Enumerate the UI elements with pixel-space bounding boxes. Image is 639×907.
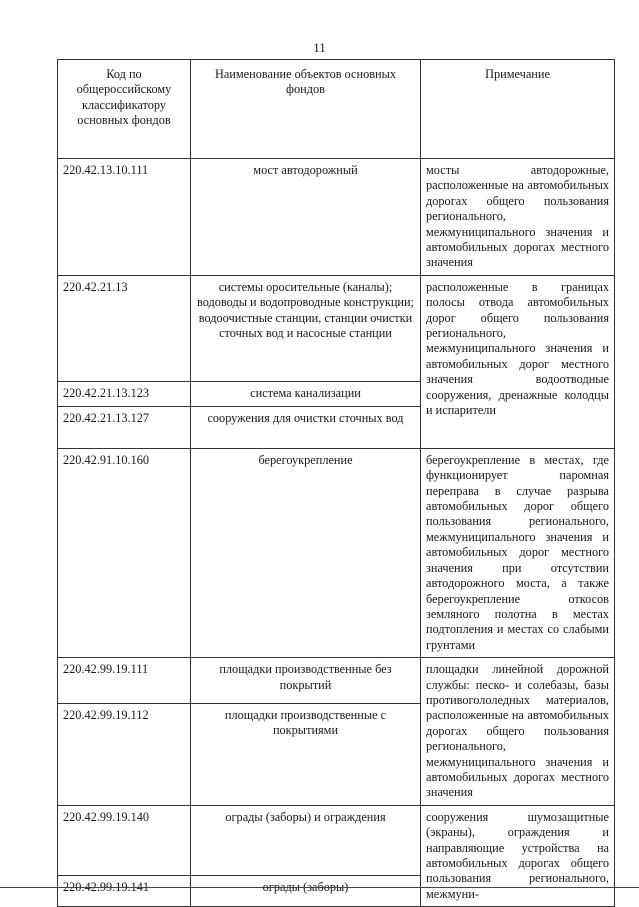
cell-note: мосты автодорожные, расположенные на автомобильных дорогах общего пользования регионального, межмуниципального значения и автомобильных дорогах местного значения xyxy=(421,159,615,276)
table-row xyxy=(58,448,615,657)
cell-name: ограды (заборы) xyxy=(191,876,421,907)
header-note: Примечание xyxy=(421,60,615,159)
cell-code: 220.42.13.10.111 xyxy=(58,159,191,276)
table-row xyxy=(58,805,615,876)
cell-code: 220.42.21.13.127 xyxy=(58,406,191,448)
fixed-assets-table xyxy=(57,59,615,907)
page-number: 11 xyxy=(313,40,326,55)
cell-name: площадки производственные с покрытиями xyxy=(191,703,421,805)
table-header-row xyxy=(58,60,615,159)
header-name: Наименование объектов основных фондов xyxy=(191,60,421,159)
cell-name: системы оросительные (каналы); водоводы и водопроводные конструкции; водоочистные станции, станции очистки сточных вод и насосные станции xyxy=(191,275,421,381)
cell-code: 220.42.21.13.123 xyxy=(58,381,191,406)
cell-name: сооружения для очистки сточных вод xyxy=(191,406,421,448)
header-code: Код по общероссийскому классификатору основных фондов xyxy=(58,60,191,159)
page-bottom-rule xyxy=(0,887,639,888)
table-row xyxy=(58,658,615,704)
table-row xyxy=(58,275,615,381)
cell-name: система канализации xyxy=(191,381,421,406)
cell-name: берегоукрепление xyxy=(191,448,421,657)
cell-code: 220.42.99.19.141 xyxy=(58,876,191,907)
cell-code: 220.42.21.13 xyxy=(58,275,191,381)
cell-name: мост автодорожный xyxy=(191,159,421,276)
cell-name: площадки производственные без покрытий xyxy=(191,658,421,704)
cell-note: площадки линейной дорожной службы: песко- и солебазы, базы противогололедных материалов, расположенные на автомобильных дорогах общего пользования регионального, межмуниципального значения и автомобильных дорогах местного значения xyxy=(421,658,615,806)
cell-note: расположенные в границах полосы отвода автомобильных дорог общего пользования регионального, межмуниципального значения и автомобильных дорог местного значения водоотводные сооружения, дренажные колодцы и испарители xyxy=(421,275,615,448)
cell-note: берегоукрепление в местах, где функционирует паромная переправа в случае разрыва автомобильных дорог общего пользования регионального, межмуниципального значения и автомобильных дорог местного значения при отсутствии автодорожного моста, а также берегоукрепление откосов земляного полотна в местах подтопления и местах со слабыми грунтами xyxy=(421,448,615,657)
cell-note: сооружения шумозащитные (экраны), ограждения и направляющие устройства на автомобильных дорогах общего пользования регионального, межмуни- xyxy=(421,805,615,906)
cell-code: 220.42.99.19.140 xyxy=(58,805,191,876)
cell-code: 220.42.99.19.112 xyxy=(58,703,191,805)
table-row xyxy=(58,159,615,276)
cell-code: 220.42.99.19.111 xyxy=(58,658,191,704)
cell-code: 220.42.91.10.160 xyxy=(58,448,191,657)
cell-name: ограды (заборы) и ограждения xyxy=(191,805,421,876)
